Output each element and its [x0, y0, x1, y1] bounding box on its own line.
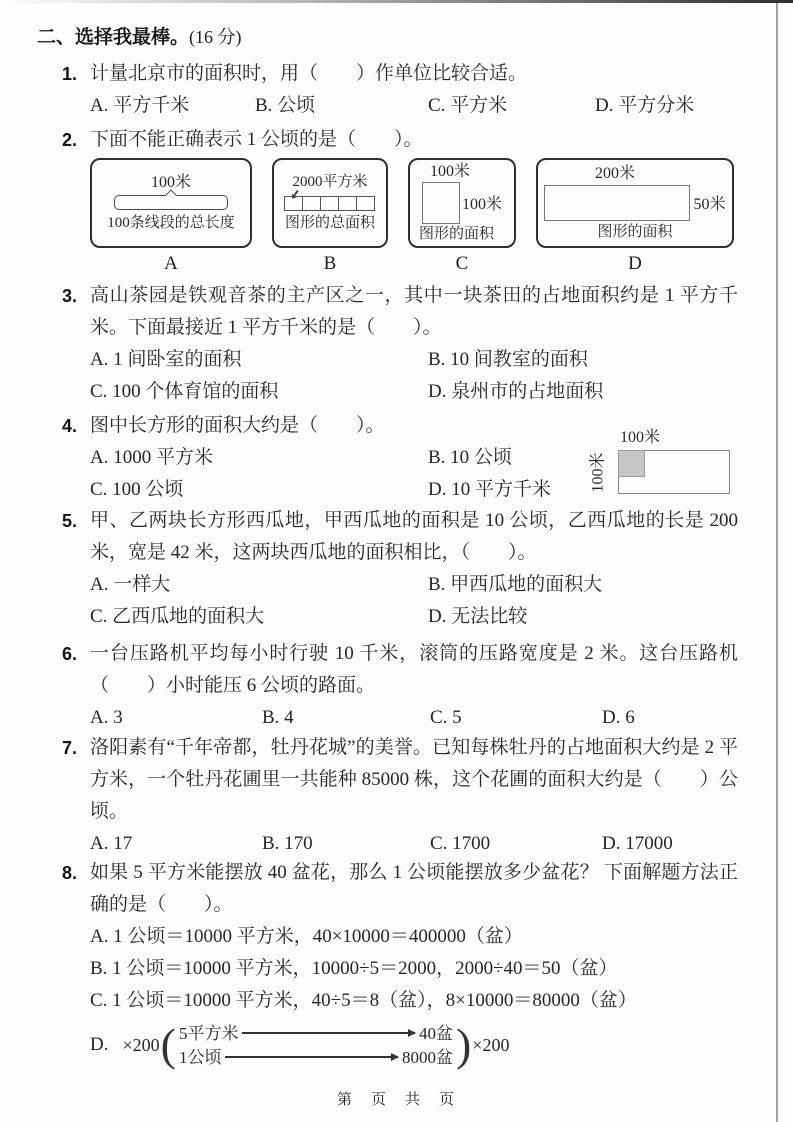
q2-figure-c-square — [422, 182, 460, 224]
q1-option-b: B. 公顷 — [255, 95, 316, 116]
q2-figure-b-cell — [338, 196, 357, 211]
question-2-number: 2. — [62, 130, 78, 150]
section-score: (16 分) — [189, 27, 242, 47]
scan-edge-right — [776, 3, 778, 1122]
question-6-text: 一台压路机平均每小时行驶 10 千米，滚筒的压路宽度是 2 米。这台压路机（ ）小时能压 6 公顷的路面。 — [90, 643, 738, 696]
q8-option-d-letter: D. — [90, 1034, 109, 1055]
q2-figure-a-letter: A — [164, 253, 178, 274]
q6-option-a: A. 3 — [90, 707, 123, 728]
q1-option-d: D. 平方分米 — [595, 95, 695, 116]
question-8-number: 8. — [62, 863, 78, 883]
question-4-text: 图中长方形的面积大约是（ ）。 — [90, 415, 385, 436]
left-parenthesis: ( — [160, 1019, 176, 1070]
question-7 — [62, 732, 738, 860]
q1-option-c: C. 平方米 — [428, 95, 508, 116]
right-parenthesis: ) — [455, 1019, 472, 1070]
question-2-text: 下面不能正确表示 1 公顷的是（ ）。 — [90, 129, 423, 150]
q5-option-b: B. 甲西瓜地的面积大 — [428, 574, 603, 595]
q3-option-a: A. 1 间卧室的面积 — [90, 349, 242, 370]
q2-figure-col-c — [408, 158, 516, 275]
question-6-options — [90, 702, 738, 734]
page-footer: 第 页 共 页 — [336, 1091, 456, 1108]
q8-option-b: B. 1 公顷＝10000 平方米，10000÷5＝2000，2000÷40＝50（盆） — [90, 958, 618, 979]
q2-figure-col-b — [272, 158, 388, 275]
q2-figure-box-b — [272, 158, 388, 248]
question-3 — [62, 280, 738, 408]
question-6-number: 6. — [62, 644, 78, 664]
question-4-number: 4. — [62, 416, 78, 436]
q2-figure-a-length-label: 100米 — [150, 174, 191, 191]
q2-figure-b-letter: B — [323, 253, 337, 274]
q8-d-row2-left: 1公顷 — [178, 1047, 222, 1067]
q8-d-row1-left: 5平方米 — [178, 1023, 239, 1043]
q2-figure-c-letter: C — [455, 253, 469, 274]
q2-figures — [90, 158, 738, 275]
q6-option-b: B. 4 — [262, 707, 294, 728]
q2-figure-col-d — [536, 158, 734, 275]
q4-figure-unit-square — [618, 450, 645, 477]
q3-option-d: D. 泉州市的占地面积 — [428, 381, 604, 402]
question-8-text: 如果 5 平方米能摆放 40 盆花，那么 1 公顷能摆放多少盆花？ 下面解题方法正确的是（ ）。 — [90, 862, 738, 915]
q6-option-c: C. 5 — [430, 707, 462, 728]
q8-option-d-left-factor: ×200 — [122, 1034, 160, 1055]
q2-figure-b-cell — [356, 196, 375, 211]
q2-figure-box-d — [536, 158, 734, 248]
right-arrow-icon — [242, 1032, 415, 1034]
question-1-number: 1. — [62, 64, 78, 84]
question-7-options — [90, 828, 738, 860]
q2-figure-d-letter: D — [628, 253, 642, 274]
q6-option-d: D. 6 — [602, 707, 635, 728]
q2-figure-d-top-label: 200米 — [594, 164, 635, 182]
q2-figure-col-a — [90, 158, 252, 275]
q8-option-d-row1 — [179, 1023, 453, 1044]
q2-figure-c-side-label: 100米 — [461, 196, 502, 213]
question-5 — [62, 505, 738, 633]
question-8 — [62, 857, 738, 1068]
section-title: 二、选择我最棒。 — [37, 27, 190, 48]
question-3-number: 3. — [62, 286, 78, 306]
question-3-text: 高山茶园是铁观音茶的主产区之一，其中一块茶田的占地面积约是 1 平方千米。下面最接近 1 平方千米的是（ ）。 — [90, 285, 738, 338]
question-4 — [62, 410, 582, 506]
q2-figure-b-cell — [320, 196, 339, 211]
q7-option-d: D. 17000 — [602, 833, 673, 854]
q8-d-row1-right: 40盆 — [418, 1023, 453, 1043]
q2-figure-box-a — [90, 158, 252, 248]
q5-option-c: C. 乙西瓜地的面积大 — [90, 606, 265, 627]
q4-figure-side-label: 100米 — [589, 452, 607, 493]
q7-option-c: C. 1700 — [430, 833, 491, 854]
q8-option-c: C. 1 公顷＝10000 平方米，40÷5＝8（盆），8×10000＝80000（盆） — [90, 990, 637, 1011]
question-5-options — [90, 569, 738, 633]
q2-figure-b-area-label: 2000平方米 — [292, 174, 368, 190]
question-1-text: 计量北京市的面积时，用（ ）作单位比较合适。 — [90, 63, 528, 84]
question-3-options — [90, 344, 738, 408]
q8-option-d-row2 — [179, 1047, 453, 1068]
question-5-number: 5. — [62, 511, 78, 531]
q2-figure-d-rectangle — [544, 185, 690, 221]
q2-figure-a-segment-bracket — [114, 195, 228, 210]
question-4-options — [90, 442, 582, 506]
q2-figure-d-caption: 图形的面积 — [597, 223, 673, 240]
q2-figure-box-c — [408, 158, 516, 248]
q4-option-c: C. 100 公顷 — [90, 479, 184, 500]
q5-option-a: A. 一样大 — [90, 574, 171, 595]
q8-option-d-mapping — [179, 1023, 453, 1068]
scan-edge-top — [0, 0, 793, 3]
q4-figure-rectangle — [618, 450, 730, 494]
q2-figure-b-strip — [285, 196, 375, 211]
q5-option-d: D. 无法比较 — [428, 606, 528, 627]
q4-figure — [589, 429, 752, 501]
q4-option-b: B. 10 公顷 — [428, 447, 512, 468]
question-1-options — [90, 90, 738, 122]
question-6 — [62, 638, 738, 734]
q2-figure-c-top-label: 100米 — [429, 162, 470, 180]
q7-option-a: A. 17 — [90, 833, 133, 854]
question-7-text: 洛阳素有“千年帝都，牡丹花城”的美誉。已知每株牡丹的占地面积大约是 2 平方米，一个牡丹花圃里一共能种 85000 株，这个花圃的面积大约是（ ）公顷。 — [90, 737, 738, 822]
section-header — [37, 22, 242, 53]
q8-option-d — [90, 1019, 738, 1070]
q3-option-b: B. 10 间教室的面积 — [428, 349, 588, 370]
right-arrow-icon — [225, 1056, 398, 1058]
q4-option-a: A. 1000 平方米 — [90, 447, 213, 468]
q3-option-c: C. 100 个体育馆的面积 — [90, 381, 279, 402]
q2-figure-b-cell — [302, 196, 321, 211]
question-1 — [62, 58, 738, 122]
q8-option-d-right-factor: ×200 — [472, 1034, 510, 1055]
q4-figure-top-label: 100米 — [620, 429, 661, 446]
q8-d-row2-right: 8000盆 — [401, 1047, 453, 1067]
q2-figure-c-caption: 图形的面积 — [419, 225, 495, 242]
q4-option-d: D. 10 平方千米 — [428, 479, 551, 500]
q1-option-a: A. 平方千米 — [90, 95, 190, 116]
question-2 — [62, 124, 738, 275]
q2-figure-a-caption: 100条线段的总长度 — [107, 215, 235, 231]
question-5-text: 甲、乙两块长方形西瓜地，甲西瓜地的面积是 10 公顷，乙西瓜地的长是 200 米，宽是 42 米，这两块西瓜地的面积相比，（ ）。 — [90, 510, 738, 563]
q7-option-b: B. 170 — [262, 833, 313, 854]
q8-option-a: A. 1 公顷＝10000 平方米，40×10000＝400000（盆） — [90, 926, 523, 947]
q2-figure-b-caption: 图形的总面积 — [284, 215, 375, 231]
question-7-number: 7. — [62, 738, 78, 758]
q2-figure-d-side-label: 50米 — [693, 196, 726, 213]
